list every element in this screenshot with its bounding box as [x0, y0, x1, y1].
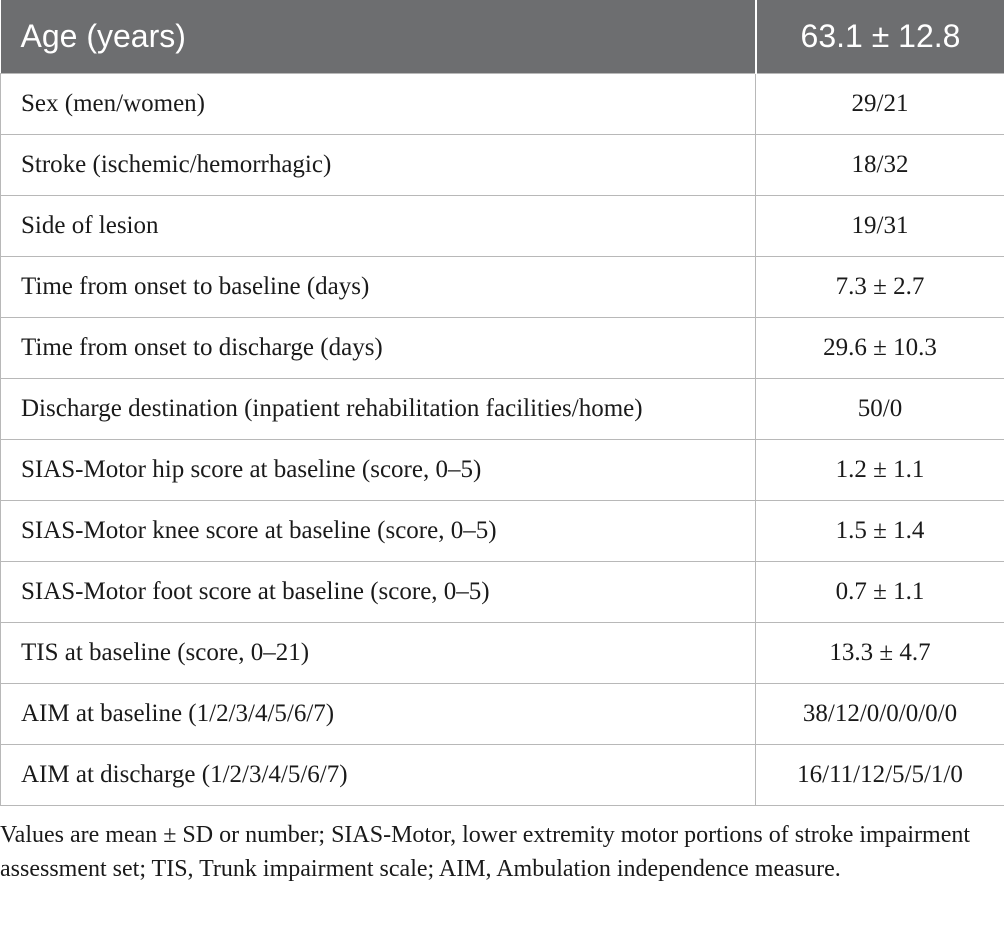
row-label: AIM at baseline (1/2/3/4/5/6/7): [1, 684, 756, 745]
row-value: 19/31: [756, 196, 1004, 257]
table-row: [1, 745, 1004, 806]
table-footnote: Values are mean ± SD or number; SIAS-Motor, lower extremity motor portions of stroke impairment assessment set; TIS, Trunk impairment scale; AIM, Ambulation independence measure.: [0, 822, 971, 882]
row-value: 50/0: [756, 379, 1004, 440]
row-label: Time from onset to baseline (days): [1, 257, 756, 318]
row-value: 38/12/0/0/0/0/0: [756, 684, 1004, 745]
table-row: [1, 74, 1004, 135]
table-header-row: [1, 0, 1004, 74]
row-label: TIS at baseline (score, 0–21): [1, 623, 756, 684]
row-label: Side of lesion: [1, 196, 756, 257]
row-label: Discharge destination (inpatient rehabilitation facilities/home): [1, 379, 756, 440]
row-label: AIM at discharge (1/2/3/4/5/6/7): [1, 745, 756, 806]
row-label: SIAS-Motor knee score at baseline (score, 0–5): [1, 501, 756, 562]
row-value: 16/11/12/5/5/1/0: [756, 745, 1004, 806]
table-row: [1, 196, 1004, 257]
row-value: 1.2 ± 1.1: [756, 440, 1004, 501]
row-value: 7.3 ± 2.7: [756, 257, 1004, 318]
header-value: 63.1 ± 12.8: [756, 0, 1004, 74]
row-value: 0.7 ± 1.1: [756, 562, 1004, 623]
table-row: [1, 623, 1004, 684]
row-value: 1.5 ± 1.4: [756, 501, 1004, 562]
table-row: [1, 501, 1004, 562]
table-row: [1, 318, 1004, 379]
table-row: [1, 562, 1004, 623]
row-value: 29/21: [756, 74, 1004, 135]
row-label: Stroke (ischemic/hemorrhagic): [1, 135, 756, 196]
row-label: SIAS-Motor hip score at baseline (score, 0–5): [1, 440, 756, 501]
table-row: [1, 257, 1004, 318]
table-row: [1, 135, 1004, 196]
header-label: Age (years): [1, 0, 756, 74]
table-row: [1, 684, 1004, 745]
row-label: Sex (men/women): [1, 74, 756, 135]
row-value: 13.3 ± 4.7: [756, 623, 1004, 684]
table-row: [1, 379, 1004, 440]
row-label: SIAS-Motor foot score at baseline (score, 0–5): [1, 562, 756, 623]
row-value: 18/32: [756, 135, 1004, 196]
row-label: Time from onset to discharge (days): [1, 318, 756, 379]
row-value: 29.6 ± 10.3: [756, 318, 1004, 379]
table-row: [1, 440, 1004, 501]
